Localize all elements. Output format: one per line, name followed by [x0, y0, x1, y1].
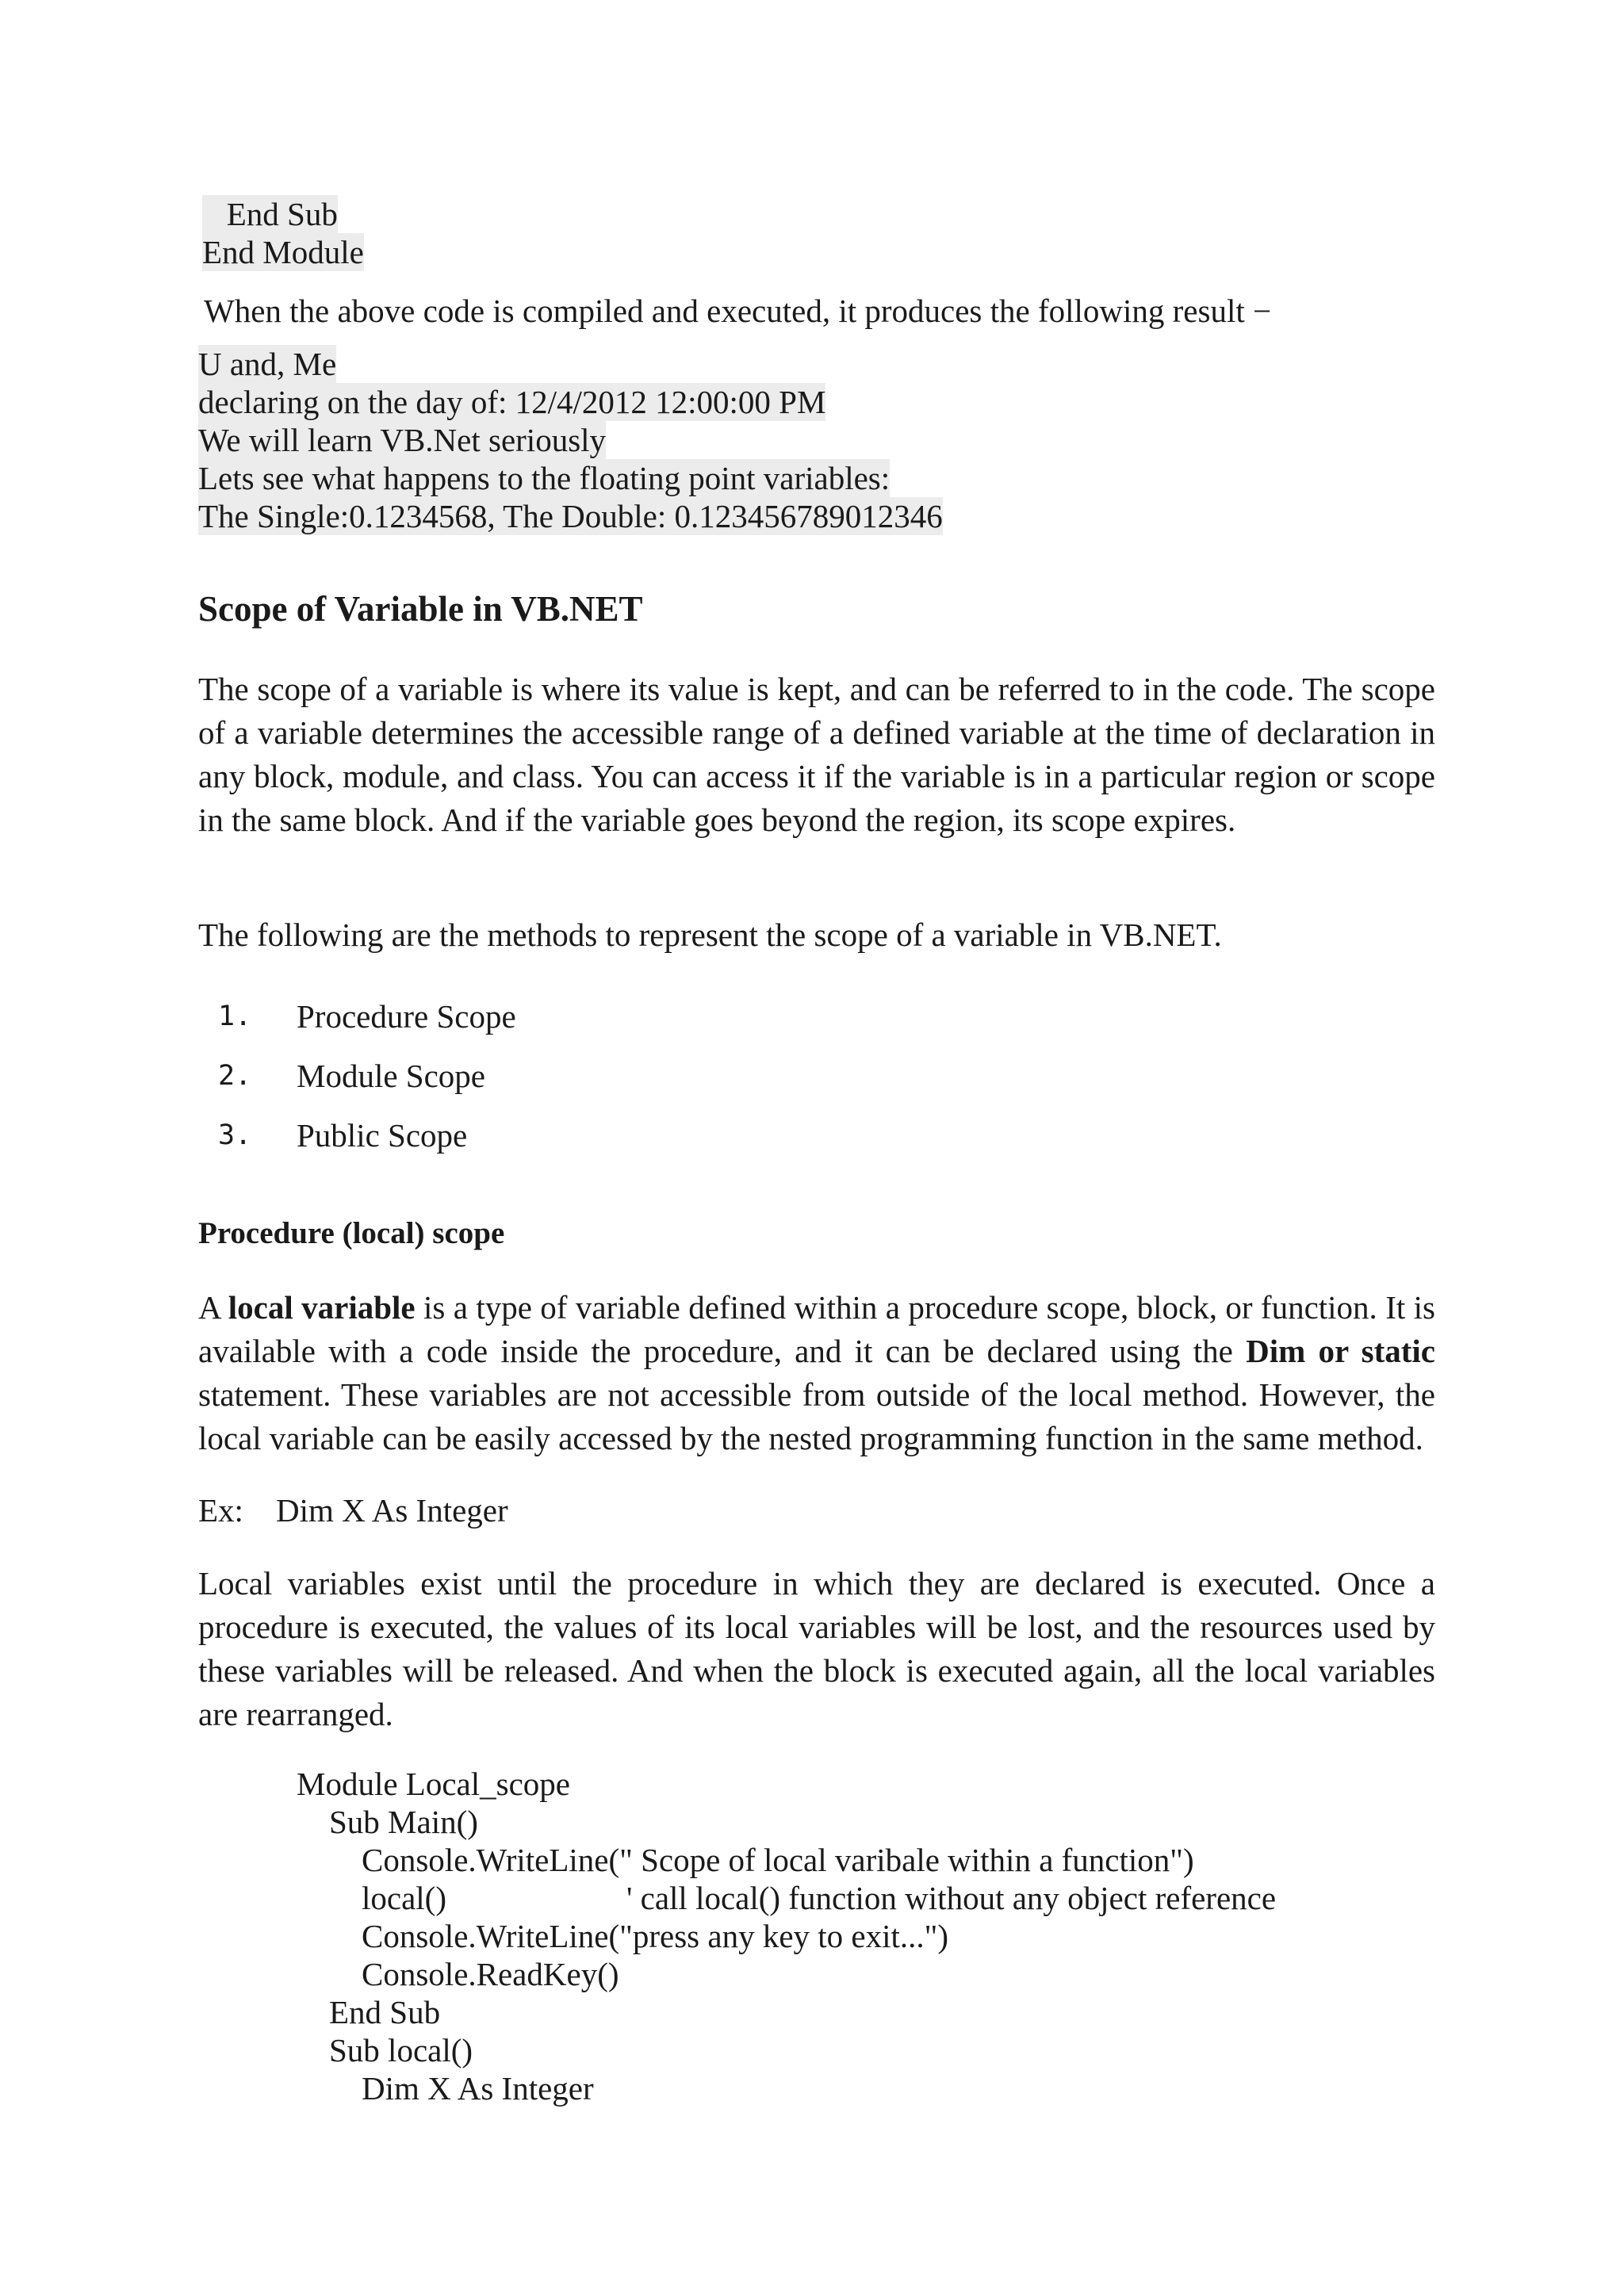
code-line: Sub local(): [329, 2032, 473, 2068]
code-line: Dim X As Integer: [362, 2070, 594, 2107]
section-heading: Scope of Variable in VB.NET: [198, 589, 643, 629]
code-line: Console.ReadKey(): [362, 1956, 619, 1992]
code-line: local(): [362, 1880, 446, 1916]
local-variable-term: local variable: [228, 1289, 416, 1326]
code-line: Console.WriteLine("press any key to exit..."): [362, 1918, 949, 1954]
intro-paragraph: The scope of a variable is where its value is kept, and can be referred to in the code. The scope of a variable determines the accessible range of a defined variable at the time of declaration in any block, module, and class. You can access it if the variable is in a particular region or scope in the same block. And if the variable goes beyond the region, its scope expires.: [198, 671, 1435, 838]
lifetime-paragraph: Local variables exist until the procedure in which they are declared is executed. Once a procedure is executed, the values of its local variables will be lost, and the resources used by these variables will be released. And when the block is executed again, all the local variables are rearranged.: [198, 1565, 1435, 1732]
output-line: The Single:0.1234568, The Double: 0.123456789012346: [198, 498, 943, 534]
local-paragraph-post: statement. These variables are not accessible from outside of the local method. However, the local variable can be easily accessed by the nested programming function in the same method.: [198, 1376, 1435, 1456]
output-line: declaring on the day of: 12/4/2012 12:00:00 PM: [198, 384, 826, 420]
output-line: U and, Me: [198, 346, 337, 382]
output-block: [198, 345, 943, 535]
result-intro: When the above code is compiled and executed, it produces the following result −: [204, 293, 1272, 329]
list-label: Procedure Scope: [297, 998, 516, 1035]
code-line: Sub Main(): [329, 1804, 478, 1840]
list-number: 1.: [218, 1001, 252, 1032]
code-end-module: End Module: [202, 234, 364, 270]
code-line: Module Local_scope: [297, 1766, 570, 1802]
code-end-sub: End Sub: [202, 196, 338, 232]
example-code: Dim X As Integer: [276, 1492, 508, 1529]
subheading: Procedure (local) scope: [198, 1216, 505, 1250]
local-paragraph-mid: is a type of variable defined within a procedure scope, block, or function. It is available with a code inside the procedure, and it can be declared using the: [198, 1289, 1435, 1369]
output-line: Lets see what happens to the floating point variables:: [198, 460, 891, 496]
code-line: Console.WriteLine(" Scope of local varibale within a function"): [362, 1842, 1194, 1878]
list-number: 3.: [218, 1119, 252, 1151]
local-variable-paragraph: [198, 1286, 1435, 1460]
list-number: 2.: [218, 1060, 252, 1092]
code-line: End Sub: [329, 1994, 441, 2030]
example-label: Ex:: [198, 1492, 243, 1529]
methods-intro: The following are the methods to represent the scope of a variable in VB.NET.: [198, 916, 1222, 953]
list-label: Module Scope: [297, 1058, 485, 1094]
local-paragraph-pre: A: [198, 1289, 228, 1326]
list-label: Public Scope: [297, 1117, 468, 1154]
output-line: We will learn VB.Net seriously: [198, 422, 607, 458]
code-comment: ' call local() function without any object reference: [626, 1880, 1277, 1916]
dim-static-term: Dim or static: [1246, 1333, 1436, 1369]
